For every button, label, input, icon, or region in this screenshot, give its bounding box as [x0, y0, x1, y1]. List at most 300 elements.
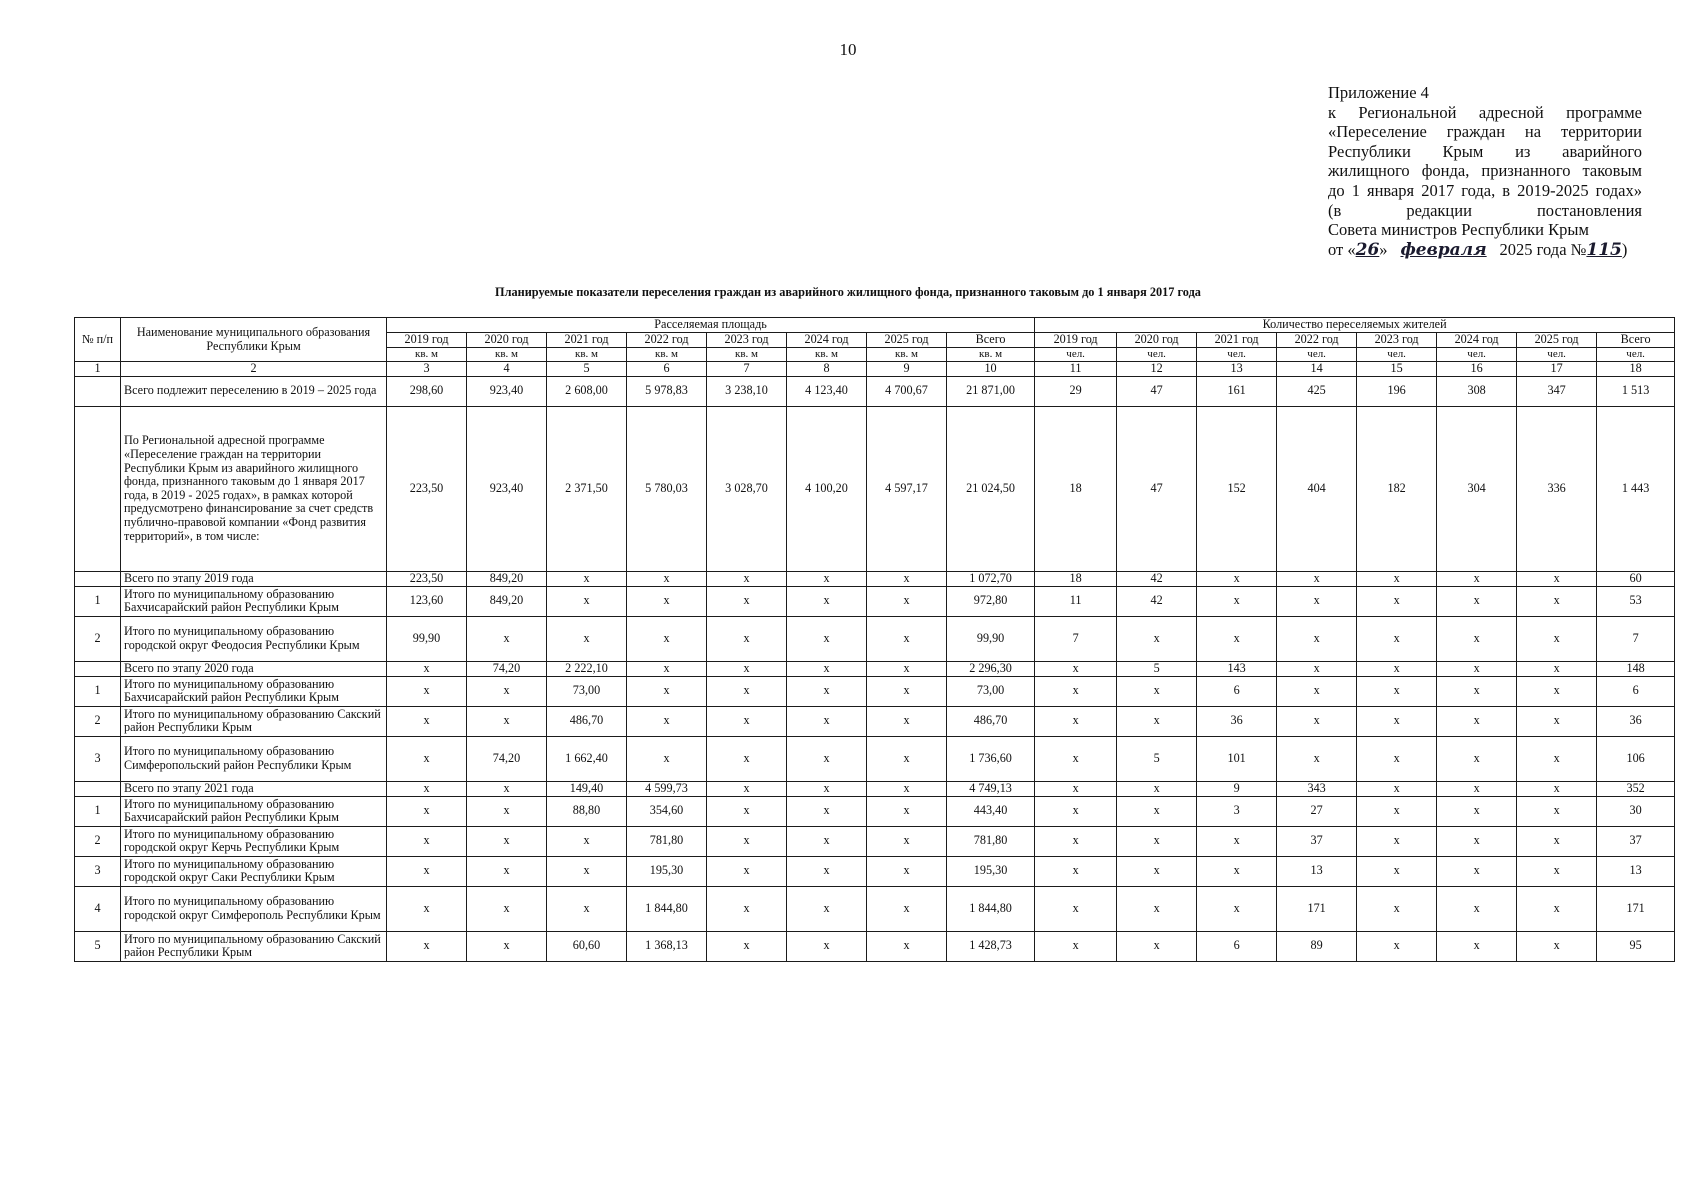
area-value: 1 072,70: [947, 571, 1035, 586]
people-value: 60: [1597, 571, 1675, 586]
area-value: x: [707, 796, 787, 826]
area-value: 2 608,00: [547, 376, 627, 406]
people-value: 36: [1597, 706, 1675, 736]
people-value: x: [1357, 781, 1437, 796]
column-number: 2: [121, 362, 387, 377]
area-value: x: [867, 676, 947, 706]
area-value: x: [787, 796, 867, 826]
people-value: 47: [1117, 376, 1197, 406]
people-value: 404: [1277, 406, 1357, 571]
people-value: x: [1357, 736, 1437, 781]
people-value: x: [1035, 826, 1117, 856]
area-value: x: [787, 571, 867, 586]
header-year: 2025 год: [1517, 332, 1597, 347]
people-value: 37: [1277, 826, 1357, 856]
area-value: x: [707, 571, 787, 586]
area-value: x: [867, 661, 947, 676]
people-value: x: [1117, 826, 1197, 856]
people-value: 89: [1277, 931, 1357, 961]
people-value: x: [1277, 616, 1357, 661]
page-number: 10: [839, 40, 857, 59]
area-value: x: [627, 586, 707, 616]
people-value: 161: [1197, 376, 1277, 406]
column-number: 7: [707, 362, 787, 377]
header-unit: кв. м: [867, 347, 947, 362]
appendix-line: «Переселение граждан на территории: [1328, 122, 1642, 142]
area-value: 5 978,83: [627, 376, 707, 406]
people-value: 148: [1597, 661, 1675, 676]
area-value: 195,30: [627, 856, 707, 886]
area-value: 1 368,13: [627, 931, 707, 961]
people-value: x: [1197, 616, 1277, 661]
people-value: 95: [1597, 931, 1675, 961]
row-number: [75, 571, 121, 586]
area-value: x: [787, 616, 867, 661]
table-row: [75, 661, 1675, 676]
area-value: x: [867, 736, 947, 781]
header-year: 2025 год: [867, 332, 947, 347]
table-row: [75, 706, 1675, 736]
people-value: x: [1357, 586, 1437, 616]
appendix-title: Приложение 4: [1328, 83, 1429, 102]
people-value: x: [1437, 736, 1517, 781]
municipality-name: Всего по этапу 2020 года: [121, 661, 387, 676]
header-unit: чел.: [1197, 347, 1277, 362]
area-value: 3 028,70: [707, 406, 787, 571]
area-value: 443,40: [947, 796, 1035, 826]
area-value: x: [387, 781, 467, 796]
area-value: x: [467, 616, 547, 661]
area-value: x: [867, 796, 947, 826]
column-number: 18: [1597, 362, 1675, 377]
area-value: x: [867, 571, 947, 586]
area-value: 1 844,80: [627, 886, 707, 931]
area-value: 849,20: [467, 586, 547, 616]
people-value: x: [1437, 616, 1517, 661]
area-value: x: [627, 706, 707, 736]
people-value: 18: [1035, 406, 1117, 571]
people-value: 336: [1517, 406, 1597, 571]
column-number: 3: [387, 362, 467, 377]
area-value: x: [387, 676, 467, 706]
people-value: x: [1035, 676, 1117, 706]
header-year: Всего: [947, 332, 1035, 347]
table-row: [75, 826, 1675, 856]
people-value: 6: [1197, 931, 1277, 961]
column-number: 8: [787, 362, 867, 377]
people-value: x: [1035, 706, 1117, 736]
area-value: x: [787, 586, 867, 616]
table-row: [75, 676, 1675, 706]
people-value: x: [1357, 676, 1437, 706]
people-value: 1 443: [1597, 406, 1675, 571]
header-unit: чел.: [1277, 347, 1357, 362]
date-prefix: от «: [1328, 239, 1356, 259]
people-value: x: [1117, 676, 1197, 706]
people-value: x: [1517, 796, 1597, 826]
people-value: x: [1035, 931, 1117, 961]
table-row: [75, 376, 1675, 406]
people-value: x: [1197, 826, 1277, 856]
people-value: 42: [1117, 586, 1197, 616]
row-number: [75, 661, 121, 676]
area-value: x: [387, 661, 467, 676]
area-value: 1 844,80: [947, 886, 1035, 931]
people-value: x: [1517, 616, 1597, 661]
people-value: x: [1517, 886, 1597, 931]
people-value: 9: [1197, 781, 1277, 796]
area-value: x: [387, 736, 467, 781]
area-value: 3 238,10: [707, 376, 787, 406]
people-value: x: [1517, 781, 1597, 796]
people-value: 11: [1035, 586, 1117, 616]
header-unit: кв. м: [707, 347, 787, 362]
area-value: 5 780,03: [627, 406, 707, 571]
people-value: x: [1357, 571, 1437, 586]
table-row: [75, 616, 1675, 661]
area-value: 2 222,10: [547, 661, 627, 676]
people-value: x: [1197, 586, 1277, 616]
resettlement-table: [74, 317, 1675, 962]
header-year: 2022 год: [1277, 332, 1357, 347]
area-value: 99,90: [947, 616, 1035, 661]
municipality-name: Всего по этапу 2021 года: [121, 781, 387, 796]
row-number: 2: [75, 826, 121, 856]
column-number: 9: [867, 362, 947, 377]
row-number: 1: [75, 676, 121, 706]
municipality-name: Итого по муниципальному образованию городской округ Керчь Республики Крым: [121, 826, 387, 856]
header-unit: кв. м: [547, 347, 627, 362]
people-value: x: [1437, 676, 1517, 706]
people-value: x: [1197, 886, 1277, 931]
people-value: x: [1277, 736, 1357, 781]
appendix-line: до 1 января 2017 года, в 2019-2025 годах»: [1328, 180, 1642, 200]
area-value: x: [547, 586, 627, 616]
area-value: x: [387, 931, 467, 961]
people-value: 171: [1597, 886, 1675, 931]
area-value: x: [787, 676, 867, 706]
people-value: 425: [1277, 376, 1357, 406]
people-value: x: [1357, 661, 1437, 676]
area-value: x: [387, 706, 467, 736]
row-number: 5: [75, 931, 121, 961]
table-row: [75, 736, 1675, 781]
table-row: [75, 886, 1675, 931]
area-value: x: [787, 661, 867, 676]
header-year: 2022 год: [627, 332, 707, 347]
area-value: x: [467, 781, 547, 796]
area-value: x: [387, 796, 467, 826]
people-value: 13: [1597, 856, 1675, 886]
people-value: x: [1357, 616, 1437, 661]
people-value: 6: [1197, 676, 1277, 706]
people-value: 3: [1197, 796, 1277, 826]
people-value: 13: [1277, 856, 1357, 886]
header-year: 2021 год: [1197, 332, 1277, 347]
row-number: 3: [75, 736, 121, 781]
area-value: 4 123,40: [787, 376, 867, 406]
municipality-name: Итого по муниципальному образованию городской округ Феодосия Республики Крым: [121, 616, 387, 661]
area-value: x: [467, 931, 547, 961]
area-value: 781,80: [947, 826, 1035, 856]
people-value: x: [1117, 616, 1197, 661]
area-value: x: [467, 676, 547, 706]
people-value: x: [1437, 796, 1517, 826]
people-value: x: [1517, 571, 1597, 586]
area-value: 73,00: [547, 676, 627, 706]
column-number: 16: [1437, 362, 1517, 377]
area-value: x: [707, 661, 787, 676]
people-value: x: [1437, 856, 1517, 886]
header-unit: кв. м: [787, 347, 867, 362]
people-value: x: [1437, 931, 1517, 961]
area-value: 298,60: [387, 376, 467, 406]
area-value: x: [787, 736, 867, 781]
column-number: 10: [947, 362, 1035, 377]
people-value: x: [1197, 856, 1277, 886]
column-number: 4: [467, 362, 547, 377]
area-value: x: [387, 856, 467, 886]
column-number: 1: [75, 362, 121, 377]
header-year: 2024 год: [787, 332, 867, 347]
area-value: x: [547, 886, 627, 931]
header-year: 2023 год: [707, 332, 787, 347]
header-no: № п/п: [75, 318, 121, 362]
people-value: 7: [1035, 616, 1117, 661]
municipality-name: Итого по муниципальному образованию Бахчисарайский район Республики Крым: [121, 796, 387, 826]
people-value: 106: [1597, 736, 1675, 781]
people-value: x: [1437, 586, 1517, 616]
area-value: x: [867, 616, 947, 661]
header-unit: чел.: [1597, 347, 1675, 362]
header-unit: чел.: [1117, 347, 1197, 362]
people-value: x: [1117, 886, 1197, 931]
area-value: 354,60: [627, 796, 707, 826]
people-value: x: [1197, 571, 1277, 586]
header-unit: чел.: [1517, 347, 1597, 362]
people-value: 18: [1035, 571, 1117, 586]
table-row: [75, 406, 1675, 571]
row-number: [75, 376, 121, 406]
municipality-name: Итого по муниципальному образованию Симферопольский район Республики Крым: [121, 736, 387, 781]
municipality-name: Итого по муниципальному образованию Сакский район Республики Крым: [121, 931, 387, 961]
column-number: 15: [1357, 362, 1437, 377]
row-number: 1: [75, 586, 121, 616]
header-area-group: Расселяемая площадь: [387, 318, 1035, 333]
people-value: 37: [1597, 826, 1675, 856]
people-value: 1 513: [1597, 376, 1675, 406]
header-year: 2019 год: [387, 332, 467, 347]
appendix-council-line: Совета министров Республики Крым: [1328, 220, 1589, 240]
row-number: 4: [75, 886, 121, 931]
people-value: x: [1517, 586, 1597, 616]
people-value: 182: [1357, 406, 1437, 571]
header-year: Всего: [1597, 332, 1675, 347]
people-value: 304: [1437, 406, 1517, 571]
area-value: 99,90: [387, 616, 467, 661]
people-value: 6: [1597, 676, 1675, 706]
appendix-line: жилищного фонда, признанного таковым: [1328, 161, 1642, 181]
area-value: 74,20: [467, 661, 547, 676]
table-row: [75, 586, 1675, 616]
row-number: 3: [75, 856, 121, 886]
area-value: x: [547, 826, 627, 856]
header-name: Наименование муниципального образования Республики Крым: [121, 318, 387, 362]
area-value: x: [707, 706, 787, 736]
area-value: x: [467, 856, 547, 886]
area-value: x: [467, 706, 547, 736]
header-year: 2019 год: [1035, 332, 1117, 347]
people-value: x: [1357, 796, 1437, 826]
area-value: x: [467, 886, 547, 931]
area-value: 923,40: [467, 406, 547, 571]
people-value: x: [1277, 586, 1357, 616]
appendix-date-line: [1328, 240, 1642, 261]
people-value: x: [1035, 781, 1117, 796]
people-value: x: [1117, 781, 1197, 796]
area-value: 4 100,20: [787, 406, 867, 571]
people-value: 352: [1597, 781, 1675, 796]
column-number: 11: [1035, 362, 1117, 377]
area-value: 486,70: [547, 706, 627, 736]
date-mid: »: [1379, 239, 1388, 259]
row-number: 2: [75, 706, 121, 736]
header-people-group: Количество переселяемых жителей: [1035, 318, 1675, 333]
municipality-name: Всего подлежит переселению в 2019 – 2025 года: [121, 376, 387, 406]
area-value: 88,80: [547, 796, 627, 826]
people-value: 5: [1117, 661, 1197, 676]
people-value: 308: [1437, 376, 1517, 406]
table-title: Планируемые показатели переселения граждан из аварийного жилищного фонда, признанного таковым до 1 января 2017 года: [495, 285, 1201, 299]
people-value: 29: [1035, 376, 1117, 406]
header-year: 2021 год: [547, 332, 627, 347]
area-value: x: [867, 781, 947, 796]
header-unit: чел.: [1437, 347, 1517, 362]
area-value: 4 749,13: [947, 781, 1035, 796]
area-value: 486,70: [947, 706, 1035, 736]
people-value: x: [1357, 826, 1437, 856]
area-value: x: [627, 676, 707, 706]
people-value: x: [1437, 781, 1517, 796]
table-row: [75, 781, 1675, 796]
area-value: x: [787, 931, 867, 961]
area-value: 2 371,50: [547, 406, 627, 571]
area-value: x: [787, 886, 867, 931]
area-value: x: [707, 676, 787, 706]
people-value: 27: [1277, 796, 1357, 826]
area-value: x: [467, 826, 547, 856]
header-unit: кв. м: [387, 347, 467, 362]
row-number: [75, 406, 121, 571]
row-number: 2: [75, 616, 121, 661]
area-value: 4 599,73: [627, 781, 707, 796]
people-value: 36: [1197, 706, 1277, 736]
people-value: x: [1517, 856, 1597, 886]
date-suffix: ): [1621, 239, 1628, 259]
area-value: x: [707, 856, 787, 886]
area-value: 223,50: [387, 571, 467, 586]
people-value: x: [1035, 661, 1117, 676]
appendix-line: (в редакции постановления: [1328, 200, 1642, 220]
people-value: x: [1117, 856, 1197, 886]
header-unit: кв. м: [947, 347, 1035, 362]
people-value: 343: [1277, 781, 1357, 796]
area-value: 21 024,50: [947, 406, 1035, 571]
people-value: x: [1437, 886, 1517, 931]
people-value: 47: [1117, 406, 1197, 571]
area-value: x: [707, 736, 787, 781]
people-value: x: [1117, 706, 1197, 736]
column-number: 6: [627, 362, 707, 377]
area-value: 849,20: [467, 571, 547, 586]
row-number: 1: [75, 796, 121, 826]
people-value: x: [1035, 856, 1117, 886]
area-value: x: [867, 706, 947, 736]
column-number: 13: [1197, 362, 1277, 377]
people-value: 7: [1597, 616, 1675, 661]
area-value: x: [787, 706, 867, 736]
area-value: x: [627, 736, 707, 781]
handwritten-month: февраля: [1400, 239, 1487, 260]
area-value: x: [627, 661, 707, 676]
area-value: x: [867, 931, 947, 961]
header-unit: кв. м: [627, 347, 707, 362]
municipality-name: Итого по муниципальному образованию Бахчисарайский район Республики Крым: [121, 676, 387, 706]
table-row: [75, 931, 1675, 961]
people-value: x: [1437, 826, 1517, 856]
area-value: x: [627, 571, 707, 586]
people-value: x: [1035, 886, 1117, 931]
area-value: x: [627, 616, 707, 661]
area-value: x: [547, 616, 627, 661]
date-year: 2025 года №: [1499, 239, 1587, 259]
municipality-name: По Региональной адресной программе «Переселение граждан на территории Республики Крым из аварийного жилищного фонда, признанного таковым до 1 января 2017 года, в 2019 - 2025 годах», в рамках которой предусмотрено финансирование за счет средств публично-правовой компании «Фонд развития территорий», в том числе:: [121, 406, 387, 571]
column-number: 17: [1517, 362, 1597, 377]
area-value: x: [867, 586, 947, 616]
people-value: 171: [1277, 886, 1357, 931]
area-value: x: [787, 856, 867, 886]
people-value: x: [1517, 826, 1597, 856]
area-value: 195,30: [947, 856, 1035, 886]
appendix-line: Республики Крым из аварийного: [1328, 141, 1642, 161]
people-value: x: [1517, 931, 1597, 961]
municipality-name: Итого по муниципальному образованию городской округ Саки Республики Крым: [121, 856, 387, 886]
people-value: x: [1517, 676, 1597, 706]
area-value: 60,60: [547, 931, 627, 961]
people-value: 53: [1597, 586, 1675, 616]
area-value: 4 597,17: [867, 406, 947, 571]
people-value: 152: [1197, 406, 1277, 571]
people-value: x: [1035, 736, 1117, 781]
area-value: 123,60: [387, 586, 467, 616]
appendix-header: [1328, 83, 1642, 260]
column-number: 12: [1117, 362, 1197, 377]
people-value: x: [1277, 661, 1357, 676]
people-value: x: [1277, 676, 1357, 706]
area-value: x: [547, 856, 627, 886]
area-value: 149,40: [547, 781, 627, 796]
people-value: x: [1117, 796, 1197, 826]
area-value: 21 871,00: [947, 376, 1035, 406]
area-value: x: [707, 781, 787, 796]
header-year: 2024 год: [1437, 332, 1517, 347]
handwritten-day: 26: [1355, 239, 1380, 260]
municipality-name: Всего по этапу 2019 года: [121, 571, 387, 586]
area-value: 781,80: [627, 826, 707, 856]
people-value: x: [1437, 661, 1517, 676]
area-value: x: [467, 796, 547, 826]
people-value: 30: [1597, 796, 1675, 826]
